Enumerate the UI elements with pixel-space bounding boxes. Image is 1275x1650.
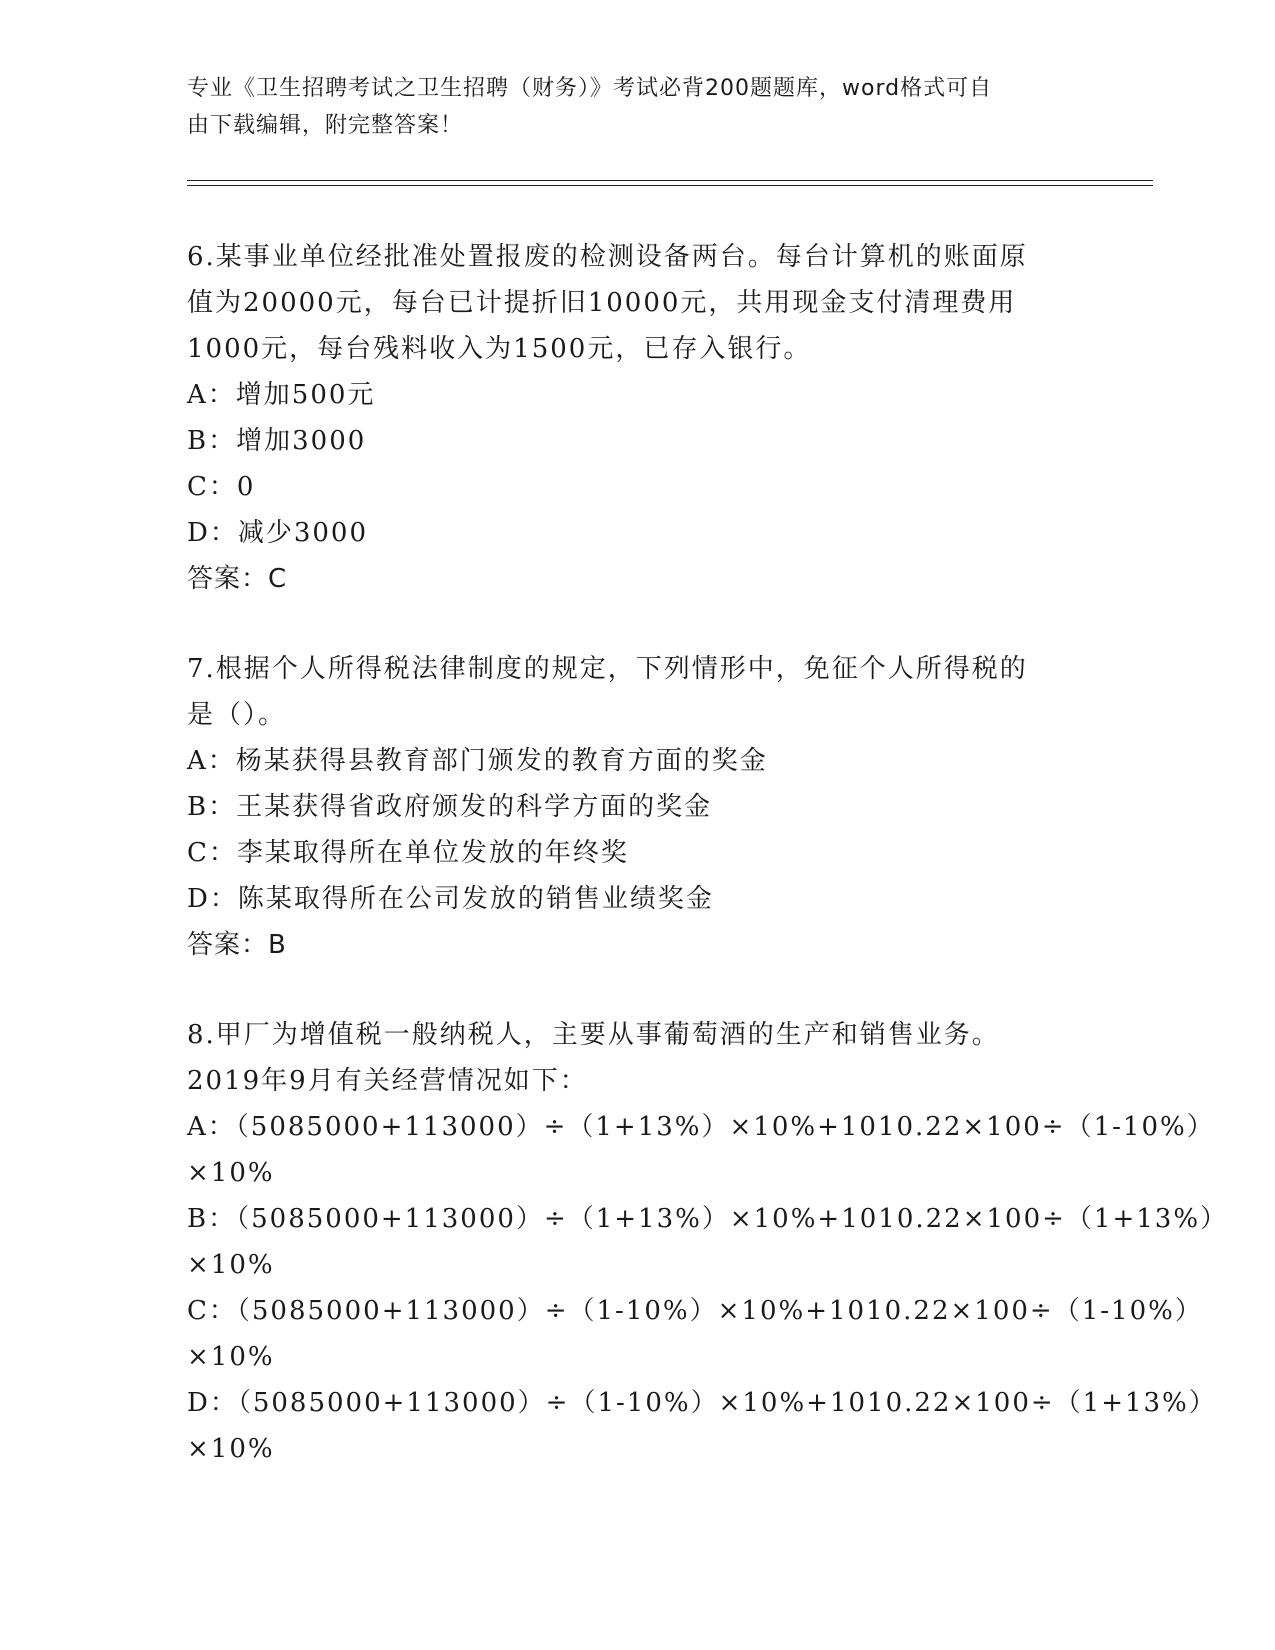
header-line-2: 由下载编辑，附完整答案！ [187, 113, 464, 138]
option-a: A：增加500元 [187, 380, 376, 410]
option-d-continued: ×10% [187, 1434, 275, 1464]
option-b: B：王某获得省政府颁发的科学方面的奖金 [187, 792, 713, 822]
question-stem-line: 6.某事业单位经批准处置报废的检测设备两台。每台计算机的账面原 [187, 242, 1028, 272]
option-d: D：陈某取得所在公司发放的销售业绩奖金 [187, 884, 714, 914]
option-b: B：增加3000 [187, 426, 367, 456]
answer-label: 答案：B [187, 930, 287, 960]
question-stem-line: 8.甲厂为增值税一般纳税人，主要从事葡萄酒的生产和销售业务。 [187, 1020, 1000, 1050]
option-d: D：（5085000+113000）÷（1-10%）×10%+1010.22×100÷（1+13%） [187, 1388, 1217, 1418]
option-b: B：（5085000+113000）÷（1+13%）×10%+1010.22×100÷（1+13%） [187, 1204, 1229, 1234]
question-stem-line: 2019年9月有关经营情况如下： [187, 1066, 588, 1096]
answer-label: 答案：C [187, 564, 288, 594]
option-b-continued: ×10% [187, 1250, 275, 1280]
question-stem-line: 值为20000元，每台已计提折旧10000元，共用现金支付清理费用 [187, 288, 1017, 318]
question-6 [187, 234, 1067, 602]
question-stem-line: 是（）。 [187, 700, 287, 730]
option-c-continued: ×10% [187, 1342, 275, 1372]
header-divider-bottom [187, 185, 1153, 186]
document-header [187, 70, 1067, 144]
option-d: D：减少3000 [187, 518, 369, 548]
option-a: A：杨某获得县教育部门颁发的教育方面的奖金 [187, 746, 768, 776]
option-a-continued: ×10% [187, 1158, 275, 1188]
question-stem-line: 7.根据个人所得税法律制度的规定，下列情形中，免征个人所得税的 [187, 654, 1028, 684]
option-c: C：（5085000+113000）÷（1-10%）×10%+1010.22×100÷（1-10%） [187, 1296, 1203, 1326]
option-c: C：李某取得所在单位发放的年终奖 [187, 838, 629, 868]
question-8 [187, 1012, 1229, 1472]
header-line-1: 专业《卫生招聘考试之卫生招聘（财务）》考试必背200题题库，word格式可自 [187, 76, 993, 101]
question-7 [187, 646, 1067, 968]
header-divider-top [187, 180, 1153, 181]
question-stem-line: 1000元，每台残料收入为1500元，已存入银行。 [187, 334, 812, 364]
option-a: A：（5085000+113000）÷（1+13%）×10%+1010.22×100÷（1-10%） [187, 1112, 1215, 1142]
option-c: C：0 [187, 472, 256, 502]
